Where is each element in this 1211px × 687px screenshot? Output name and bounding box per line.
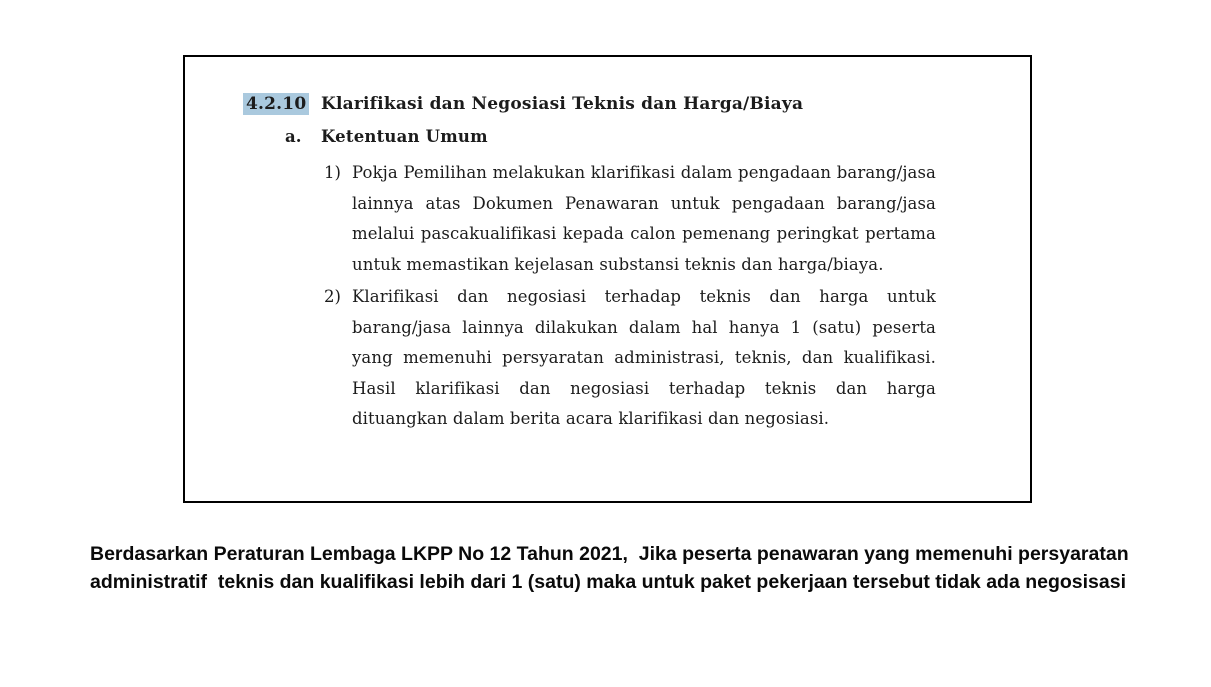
subsection-label: a. <box>285 127 302 146</box>
section-number-highlighted: 4.2.10 <box>243 93 309 115</box>
list-item <box>324 158 936 280</box>
numbered-list <box>324 158 936 437</box>
list-item-text: Klarifikasi dan negosiasi terhadap teknis dan harga untuk barang/jasa lainnya dilakukan dalam hal hanya 1 (satu) peserta yang memenuhi persyaratan administrasi, teknis, dan kualifikasi. Hasil klarifikasi dan negosiasi terhadap teknis dan harga dituangkan dalam berita acara klarifikasi dan negosiasi. <box>352 287 936 428</box>
subsection-title: Ketentuan Umum <box>321 127 488 146</box>
list-item-marker: 1) <box>324 163 341 182</box>
section-title: Klarifikasi dan Negosiasi Teknis dan Harga/Biaya <box>321 94 804 114</box>
list-item-text: Pokja Pemilihan melakukan klarifikasi dalam pengadaan barang/jasa lainnya atas Dokumen Penawaran untuk pengadaan barang/jasa melalui pascakualifikasi kepada calon pemenang peringkat pertama untuk memastikan kejelasan substansi teknis dan harga/biaya. <box>352 163 936 274</box>
document-snippet-frame <box>183 55 1032 503</box>
list-item <box>324 282 936 435</box>
list-item-marker: 2) <box>324 287 341 306</box>
caption-text: Berdasarkan Peraturan Lembaga LKPP No 12 Tahun 2021, Jika peserta penawaran yang memenuhi persyaratan administratif teknis dan kualifikasi lebih dari 1 (satu) maka untuk paket pekerjaan tersebut tidak ada negosisasi <box>90 543 1135 593</box>
